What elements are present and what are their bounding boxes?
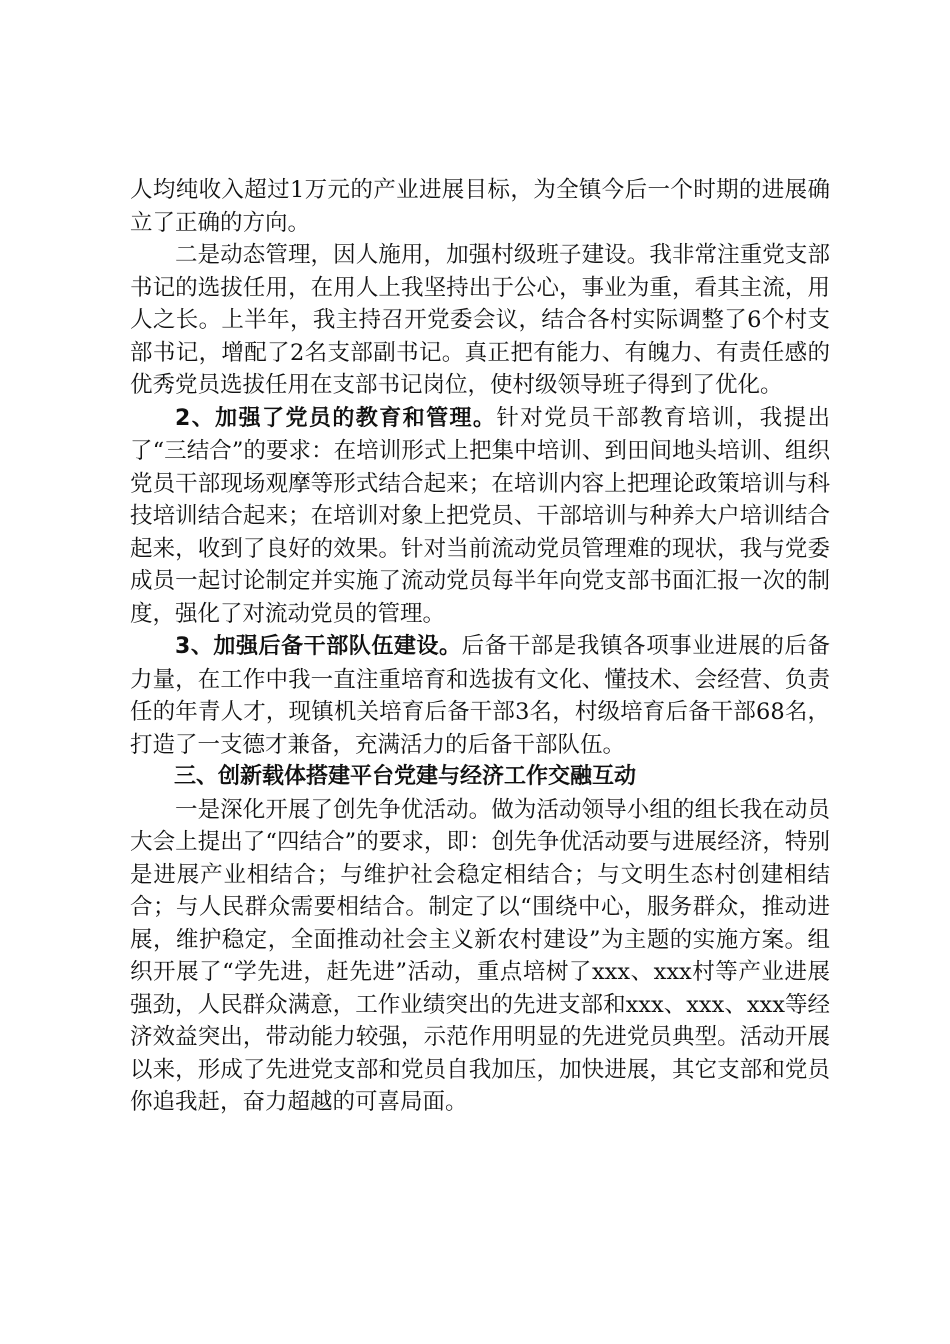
paragraph-lead-heading: 2、加强了党员的教育和管理。 (175, 405, 497, 431)
paragraph-lead-heading: 3、加强后备干部队伍建设。 (175, 634, 462, 659)
paragraph-continuation: 人均纯收入超过1万元的产业进展目标，为全镇今后一个时期的进展确立了正确的方向。 (130, 177, 830, 236)
paragraph-team-building: 二是动态管理，因人施用，加强村级班子建设。我非常注重党支部书记的选拔任用，在用人上我坚持出于公心，事业为重，看其主流，用人之长。上半年，我主持召开党委会议，结合各村实际调整了6个村支部书记，增配了2名支部副书记。真正把有能力、有魄力、有责任感的优秀党员选拔任用在支部书记岗位，使村级领导班子得到了优化。 (130, 242, 830, 398)
paragraph-member-education (130, 402, 830, 631)
document-page (130, 174, 830, 1119)
paragraph-body: 针对党员干部教育培训，我提出了“三结合”的要求：在培训形式上把集中培训、到田间地头培训、组织党员干部现场观摩等形式结合起来；在培训内容上把理论政策培训与科技培训结合起来；在培训对象上把党员、干部培训与种养大户培训结合起来，收到了良好的效果。针对当前流动党员管理难的现状，我与党委成员一起讨论制定并实施了流动党员每半年向党支部书面汇报一次的制度，强化了对流动党员的管理。 (130, 404, 830, 627)
paragraph-excellence-campaign: 一是深化开展了创先争优活动。做为活动领导小组的组长我在动员大会上提出了“四结合”的要求，即：创先争优活动要与进展经济，特别是进展产业相结合；与维护社会稳定相结合；与文明生态村创建相结合；与人民群众需要相结合。制定了以“围绕中心，服务群众，推动进展，维护稳定，全面推动社会主义新农村建设”为主题的实施方案。组织开展了“学先进，赶先进”活动，重点培树了xxx、xxx村等产业进展强劲，人民群众满意，工作业绩突出的先进支部和xxx、xxx、xxx等经济效益突出，带动能力较强，示范作用明显的先进党员典型。活动开展以来，形成了先进党支部和党员自我加压，加快进展，其它支部和党员你追我赶，奋力超越的可喜局面。 (130, 796, 830, 1115)
paragraph-body: 后备干部是我镇各项事业进展的后备力量，在工作中我一直注重培育和选拔有文化、懂技术、会经营、负责任的年青人才，现镇机关培育后备干部3名，村级培育后备干部68名，打造了一支德才兼备，充满活力的后备干部队伍。 (130, 633, 830, 758)
paragraph-reserve-cadres (130, 630, 830, 761)
section-heading: 三、创新载体搭建平台党建与经济工作交融互动 (174, 764, 637, 789)
